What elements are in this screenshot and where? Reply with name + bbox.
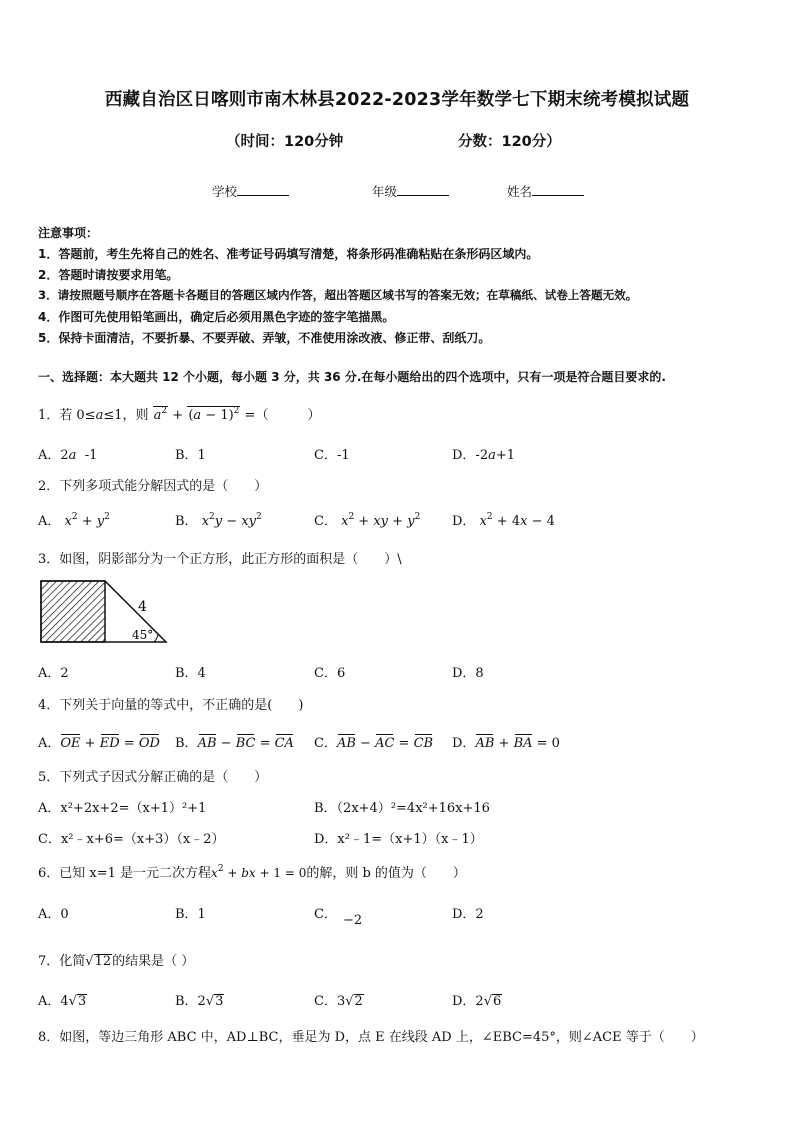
note-item: 1．答题前，考生先将自己的姓名、准考证号码填写清楚，将条形码准确粘贴在条形码区域内。	[38, 247, 539, 261]
q5-option-b[interactable]: B．（2x+4）²=4x²+16x+16	[314, 801, 490, 816]
grade-field[interactable]	[372, 182, 449, 200]
notes-heading: 注意事项：	[38, 226, 99, 240]
q1-option-c[interactable]: C．-1	[314, 448, 350, 463]
q3-option-b[interactable]: B．4	[175, 666, 206, 681]
q7-option-b[interactable]: B．2√3	[175, 994, 224, 1009]
q1-option-a[interactable]: A．2a -1	[38, 448, 98, 463]
exam-time: （时间：120分钟	[226, 134, 344, 150]
q7-option-a[interactable]: A．4√3	[38, 994, 87, 1009]
q6-option-d[interactable]: D．2	[452, 907, 484, 922]
note-item: 4．作图可先使用铅笔画出，确定后必须用黑色字迹的签字笔描黑。	[38, 310, 395, 324]
exam-score: 分数：120分）	[458, 134, 561, 150]
q6-option-c[interactable]: C． −2	[314, 907, 363, 928]
grade-label: 年级	[372, 184, 398, 199]
q2-option-a[interactable]: A． $x^2 + y^2$	[38, 512, 110, 529]
note-item: 5．保持卡面清洁，不要折暴、不要弄破、弄皱，不准使用涂改液、修正带、刮纸刀。	[38, 331, 491, 345]
q2-option-b[interactable]: B． $x^2y - xy^2$	[175, 512, 262, 529]
q5-option-a[interactable]: A．x²+2x+2=（x+1）²+1	[38, 801, 207, 816]
name-label: 姓名	[507, 184, 533, 199]
q2-option-c[interactable]: C． $x^2$ + xy + $y^2$	[314, 512, 421, 529]
q6-option-a[interactable]: A．0	[38, 907, 69, 922]
question-7-stem: 7．化简√12的结果是（ ）	[38, 954, 195, 969]
q2-option-d[interactable]: D． $x^2 + 4x - 4$	[452, 512, 555, 529]
q7-option-d[interactable]: D．2√6	[452, 994, 502, 1009]
note-item: 3．请按照题号顺序在答题卡各题目的答题区域内作答，超出答题区域书写的答案无效；在草稿纸、试卷上答题无效。	[38, 288, 638, 302]
q5-option-d[interactable]: D．x²﹣1=（x+1）（x﹣1）	[314, 832, 483, 847]
angle-label: 45°	[132, 628, 154, 642]
q3-option-a[interactable]: A．2	[38, 666, 69, 681]
school-label: 学校	[212, 184, 238, 199]
q4-option-c[interactable]: C．AB − AC = CB	[314, 736, 434, 751]
q3-option-c[interactable]: C．6	[314, 666, 346, 681]
side-label: 4	[138, 599, 147, 615]
exam-title: 西藏自治区日喀则市南木林县2022-2023学年数学七下期末统考模拟试题	[104, 90, 690, 110]
question-3-stem: 3．如图，阴影部分为一个正方形，此正方形的面积是（ ）\	[38, 552, 402, 567]
q6-option-b[interactable]: B．1	[175, 907, 206, 922]
q3-option-d[interactable]: D．8	[452, 666, 484, 681]
q1-option-d[interactable]: D．-2a+1	[452, 448, 516, 463]
q3-figure	[38, 578, 172, 646]
school-field[interactable]	[212, 182, 289, 200]
q1-option-b[interactable]: B．1	[175, 448, 206, 463]
q4-option-b[interactable]: B．AB − BC = CA	[175, 736, 294, 751]
question-8-stem: 8．如图，等边三角形 ABC 中，AD⊥BC，垂足为 D，点 E 在线段 AD 上，∠EBC=45°，则∠ACE 等于（ ）	[38, 1030, 704, 1045]
note-item: 2．答题时请按要求用笔。	[38, 268, 179, 282]
name-field[interactable]	[507, 182, 584, 200]
q5-option-c[interactable]: C．x²﹣x+6=（x+3）（x﹣2）	[38, 832, 225, 847]
question-2-stem: 2．下列多项式能分解因式的是（ ）	[38, 479, 268, 494]
question-4-stem: 4．下列关于向量的等式中，不正确的是( )	[38, 698, 304, 713]
question-1-stem: 1．若 0≤a≤1，则 $a^2 + (a - 1)^2$ =（ ）	[38, 406, 321, 423]
question-6-stem: 6．已知 x=1 是一元二次方程$x^2$ + bx + 1 = 0的解，则 b 的值为（ ）	[38, 864, 466, 881]
question-5-stem: 5．下列式子因式分解正确的是（ ）	[38, 770, 268, 785]
section-heading: 一、选择题：本大题共 12 个小题，每小题 3 分，共 36 分.在每小题给出的四个选项中，只有一项是符合题目要求的.	[38, 370, 666, 384]
q4-option-d[interactable]: D．AB + BA = 0	[452, 736, 560, 751]
q4-option-a[interactable]: A．OE + ED = OD	[38, 736, 160, 751]
shaded-square	[41, 581, 105, 642]
q7-option-c[interactable]: C．3√2	[314, 994, 363, 1009]
